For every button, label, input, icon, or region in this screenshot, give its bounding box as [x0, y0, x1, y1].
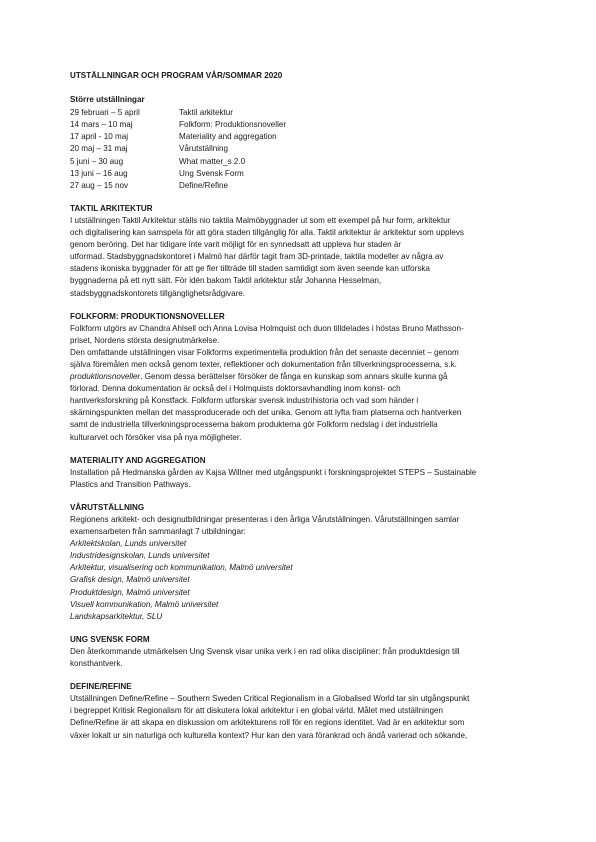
schedule-dates: 5 juni – 30 aug: [70, 156, 124, 166]
paragraph-line: i begreppet Kritisk Regionalism för att diskutera lokal arkitektur i en global värld. Målet med utställningen: [70, 706, 443, 716]
paragraph-line: hantverksforskning på Konstfack. Folkform utforskar svensk industrihistoria och vad som händer i: [70, 396, 419, 406]
section-heading: DEFINE/REFINE: [70, 682, 132, 692]
paragraph-line: Den återkommande utmärkelsen Ung Svensk visar unika verk i en rad olika discipliner: från produktdesign till: [70, 646, 460, 656]
schedule-dates: 13 juni – 16 aug: [70, 168, 128, 178]
section-heading: TAKTIL ARKITEKTUR: [70, 203, 153, 213]
schedule-exhibition: Taktil arkitektur: [179, 108, 233, 118]
schedule-exhibition: Vårutställning: [179, 144, 229, 154]
schedule-row: [70, 107, 532, 119]
section-ung-svensk-form: [70, 634, 532, 670]
paragraph-line: [70, 371, 532, 383]
schedule-row: [70, 119, 532, 131]
paragraph-line: förlorad. Denna dokumentation är också del i Holmquists doktorsavhandling inom konst- och: [70, 384, 401, 394]
schedule-row: [70, 156, 532, 168]
paragraph-line: stadsbyggnadskontorets tillgänglighetsrådgivare.: [70, 288, 246, 298]
section-folkform: [70, 311, 532, 444]
paragraph-line: Utställningen Define/Refine – Southern Sweden Critical Regionalism in a Globalised World tar sin utgångspunkt: [70, 694, 470, 704]
paragraph-line: examensarbeten från sammanlagt 7 utbildningar:: [70, 527, 246, 537]
schedule-row: [70, 168, 532, 180]
program-item: Industridesignskolan, Lunds universitet: [70, 551, 210, 561]
paragraph-line: byggnaderna på ett nytt sätt. För idén bakom Taktil arkitektur står Johanna Hesselman,: [70, 276, 382, 286]
schedule-dates: 17 april - 10 maj: [70, 132, 129, 142]
schedule-exhibition: Ung Svensk Form: [179, 168, 244, 178]
paragraph-line: I utställningen Taktil Arkitektur ställs nio taktila Malmöbyggnader ut som ett exempel på hur form, arkitektur: [70, 215, 451, 225]
program-item: Arkitektskolan, Lunds universitet: [70, 539, 187, 549]
line-continuation: . Genom dessa berättelser försöker de fånga en kunskap som annars skulle kunna gå: [140, 372, 448, 382]
italic-term: produktionsnoveller: [70, 372, 141, 382]
paragraph-line: själva föremålen men också genom texter, reflektioner och dokumentation från tillverkningsprocesserna, s.k.: [70, 359, 457, 369]
program-item: Grafisk design, Malmö universitet: [70, 575, 190, 585]
schedule-row: [70, 143, 532, 155]
section-taktil-arkitektur: [70, 203, 532, 300]
paragraph-line: Installation på Hedmanska gården av Kajsa Willner med utgångspunkt i forskningsprojektet STEPS – Sustainable: [70, 467, 477, 477]
program-item: Produktdesign, Malmö universitet: [70, 587, 190, 597]
section-heading: FOLKFORM: PRODUKTIONSNOVELLER: [70, 311, 225, 321]
paragraph-line: Den omfattande utställningen visar Folkforms experimentella produktion från det senaste decenniet – genom: [70, 347, 459, 357]
section-heading: VÅRUTSTÄLLNING: [70, 502, 145, 512]
paragraph-line: utformad. Stadsbyggnadskontoret i Malmö har därför tagit fram 3D-printade, taktila modeller av några av: [70, 252, 444, 262]
document-title: UTSTÄLLNINGAR OCH PROGRAM VÅR/SOMMAR 2020: [70, 71, 283, 80]
schedule-exhibition: What matter_s 2.0: [179, 156, 246, 166]
program-item: Landskapsarkitektur, SLU: [70, 611, 163, 621]
paragraph-line: genom beröring. Det har tidigare inte varit möjligt för en synnedsatt att uppleva hur staden är: [70, 240, 402, 250]
paragraph-line: Regionens arkitekt- och designutbildningar presenteras i den årliga Vårutställningen. Vårutställningen samlar: [70, 515, 460, 524]
schedule-row: [70, 180, 532, 192]
schedule-row: [70, 131, 532, 143]
paragraph-line: kulturarvet och försöker visa på nya möjligheter.: [70, 432, 242, 442]
paragraph-line: skärningspunkten mellan det massproducerade och det unika. Genom att lyfta fram platserna och hantverken: [70, 408, 462, 418]
schedule-dates: 27 aug – 15 nov: [70, 180, 129, 190]
section-heading: UNG SVENSK FORM: [70, 634, 150, 644]
section-heading: MATERIALITY AND AGGREGATION: [70, 455, 206, 465]
schedule-dates: 29 februari – 5 april: [70, 108, 140, 118]
document-body: [70, 70, 532, 742]
paragraph-line: växer lokalt ur sin naturliga och kulturella kontext? Hur kan den vara förankrad och ändå varierad och sökande,: [70, 730, 468, 740]
schedule-exhibition: Materiality and aggregation: [179, 132, 277, 142]
paragraph-line: Folkform utgörs av Chandra Ahlsell och Anna Lovisa Holmquist och duon tilldelades i höstas Bruno Mathsson-: [70, 323, 464, 333]
program-item: Arkitektur, visualisering och kommunikation, Malmö universitet: [70, 563, 293, 573]
paragraph-line: och digitalisering kan samspela för att göra staden tillgänglig för alla. Taktil arkitektur är arkitektur som upplevs: [70, 228, 464, 238]
paragraph-line: Plastics and Transition Pathways.: [70, 479, 191, 489]
schedule-exhibition: Define/Refine: [179, 180, 229, 190]
section-define-refine: [70, 681, 532, 741]
paragraph-line: samt de industriella tillverkningsprocesserna bakom produkterna gör Folkform nedslag i det industriella: [70, 420, 438, 430]
program-item: Visuell kommunikation, Malmö universitet: [70, 599, 219, 609]
schedule-dates: 20 maj – 31 maj: [70, 144, 128, 154]
paragraph-line: stadens ikoniska byggnader för att ge fler tillträde till staden samtidigt som även seende kan utforska: [70, 264, 430, 274]
paragraph-line: konsthantverk.: [70, 659, 123, 669]
exhibition-schedule: [70, 107, 532, 192]
section-materiality: [70, 455, 532, 491]
schedule-heading: Större utställningar: [70, 95, 145, 105]
section-varutstallning: [70, 502, 532, 623]
paragraph-line: priset, Nordens största designutmärkelse.: [70, 335, 220, 345]
schedule-dates: 14 mars – 10 maj: [70, 120, 133, 130]
schedule-exhibition: Folkform: Produktionsnoveller: [179, 120, 287, 130]
paragraph-line: Define/Refine är att skapa en diskussion om arkitekturens roll för en regions identitet. Vad är en arkitektur som: [70, 718, 465, 728]
